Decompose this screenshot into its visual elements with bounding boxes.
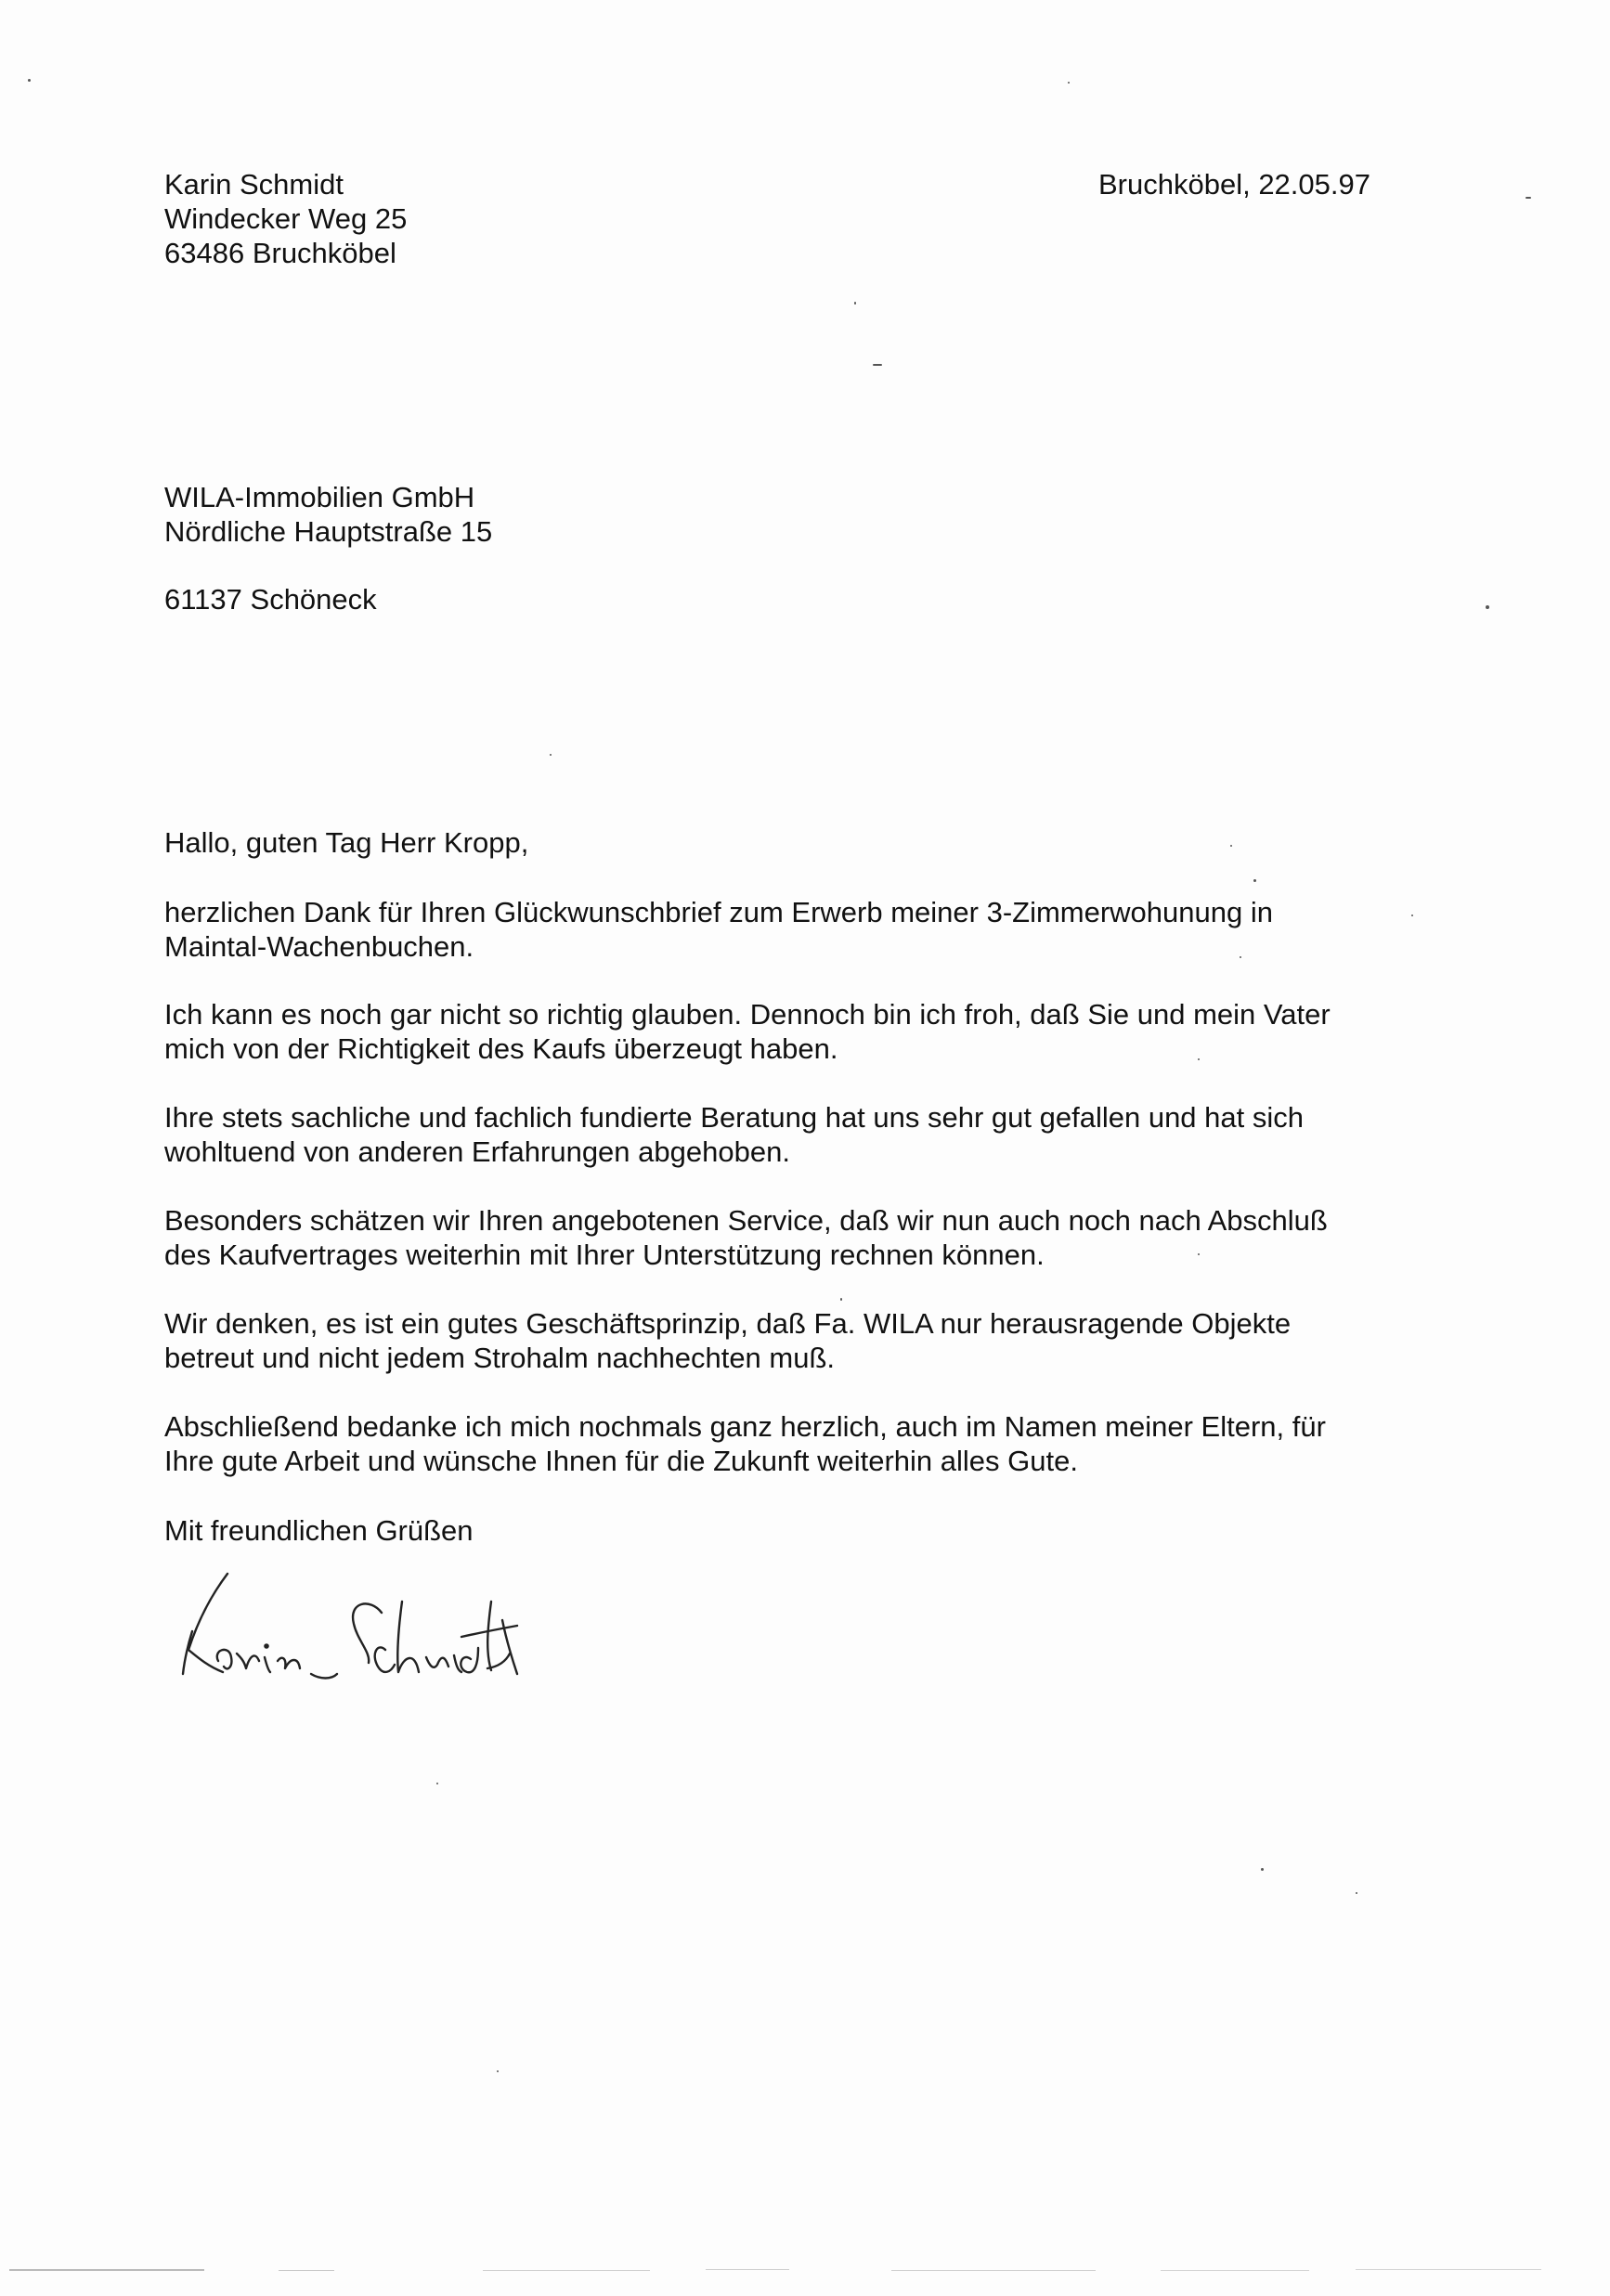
paragraph xyxy=(164,997,1331,1066)
recipient-city: 61137 Schöneck xyxy=(164,583,377,616)
letter-date: Bruchköbel, 22.05.97 xyxy=(1098,168,1370,201)
recipient-street: Nördliche Hauptstraße 15 xyxy=(164,515,493,548)
paragraph-line: wohltuend von anderen Erfahrungen abgehoben. xyxy=(164,1135,790,1168)
paragraph-line: mich von der Richtigkeit des Kaufs überzeugt haben. xyxy=(164,1032,838,1065)
scan-speck xyxy=(1198,1058,1200,1060)
recipient-company: WILA-Immobilien GmbH xyxy=(164,481,475,513)
scan-speck xyxy=(1230,845,1232,847)
paragraph-line: Ihre gute Arbeit und wünsche Ihnen für die Zukunft weiterhin alles Gute. xyxy=(164,1445,1078,1477)
scan-speck xyxy=(1486,605,1489,609)
scan-speck xyxy=(873,364,882,366)
paragraph-line: Besonders schätzen wir Ihren angebotenen Service, daß wir nun auch noch nach Abschluß xyxy=(164,1204,1328,1237)
paragraph xyxy=(164,1203,1328,1272)
closing-phrase: Mit freundlichen Grüßen xyxy=(164,1514,474,1547)
recipient-address xyxy=(164,480,492,549)
paragraph xyxy=(164,1306,1291,1375)
paragraph-line: Wir denken, es ist ein gutes Geschäftsprinzip, daß Fa. WILA nur herausragende Objekte xyxy=(164,1307,1292,1340)
scan-speck xyxy=(1356,1892,1357,1894)
sender-address xyxy=(164,167,407,270)
paragraph-line: Maintal-Wachenbuchen. xyxy=(164,930,474,963)
paragraph xyxy=(164,895,1273,964)
handwritten-signature xyxy=(172,1564,599,1685)
sender-name: Karin Schmidt xyxy=(164,168,344,201)
greeting: Hallo, guten Tag Herr Kropp, xyxy=(164,826,529,859)
paragraph-line: Ich kann es noch gar nicht so richtig glauben. Dennoch bin ich froh, daß Sie und mein Vater xyxy=(164,998,1331,1031)
scan-speck xyxy=(497,2070,499,2072)
scan-speck xyxy=(1068,82,1070,84)
paragraph-line: Ihre stets sachliche und fachlich fundierte Beratung hat uns sehr gut gefallen und hat sich xyxy=(164,1101,1304,1134)
paragraph xyxy=(164,1409,1326,1478)
scan-speck xyxy=(854,302,856,305)
scan-speck xyxy=(28,79,31,82)
sender-city: 63486 Bruchköbel xyxy=(164,237,396,269)
scan-speck xyxy=(840,1298,842,1301)
paragraph xyxy=(164,1100,1304,1169)
scan-speck xyxy=(1261,1868,1264,1871)
scan-speck xyxy=(550,754,552,756)
scan-speck xyxy=(1253,879,1256,882)
scan-speck xyxy=(1240,956,1241,958)
scan-speck xyxy=(1411,915,1413,916)
paragraph-line: Abschließend bedanke ich mich nochmals ganz herzlich, auch im Namen meiner Eltern, für xyxy=(164,1410,1326,1443)
scan-edge-noise xyxy=(0,2264,1610,2275)
paragraph-line: des Kaufvertrages weiterhin mit Ihrer Unterstützung rechnen können. xyxy=(164,1239,1045,1271)
paragraph-line: betreut und nicht jedem Strohalm nachhechten muß. xyxy=(164,1342,836,1374)
scan-speck xyxy=(1526,197,1531,199)
scan-speck xyxy=(1198,1253,1200,1255)
sender-street: Windecker Weg 25 xyxy=(164,202,408,235)
paragraph-line: herzlichen Dank für Ihren Glückwunschbrief zum Erwerb meiner 3-Zimmerwohunung in xyxy=(164,896,1273,928)
scan-speck xyxy=(436,1783,438,1784)
signature-drawing xyxy=(172,1564,599,1685)
